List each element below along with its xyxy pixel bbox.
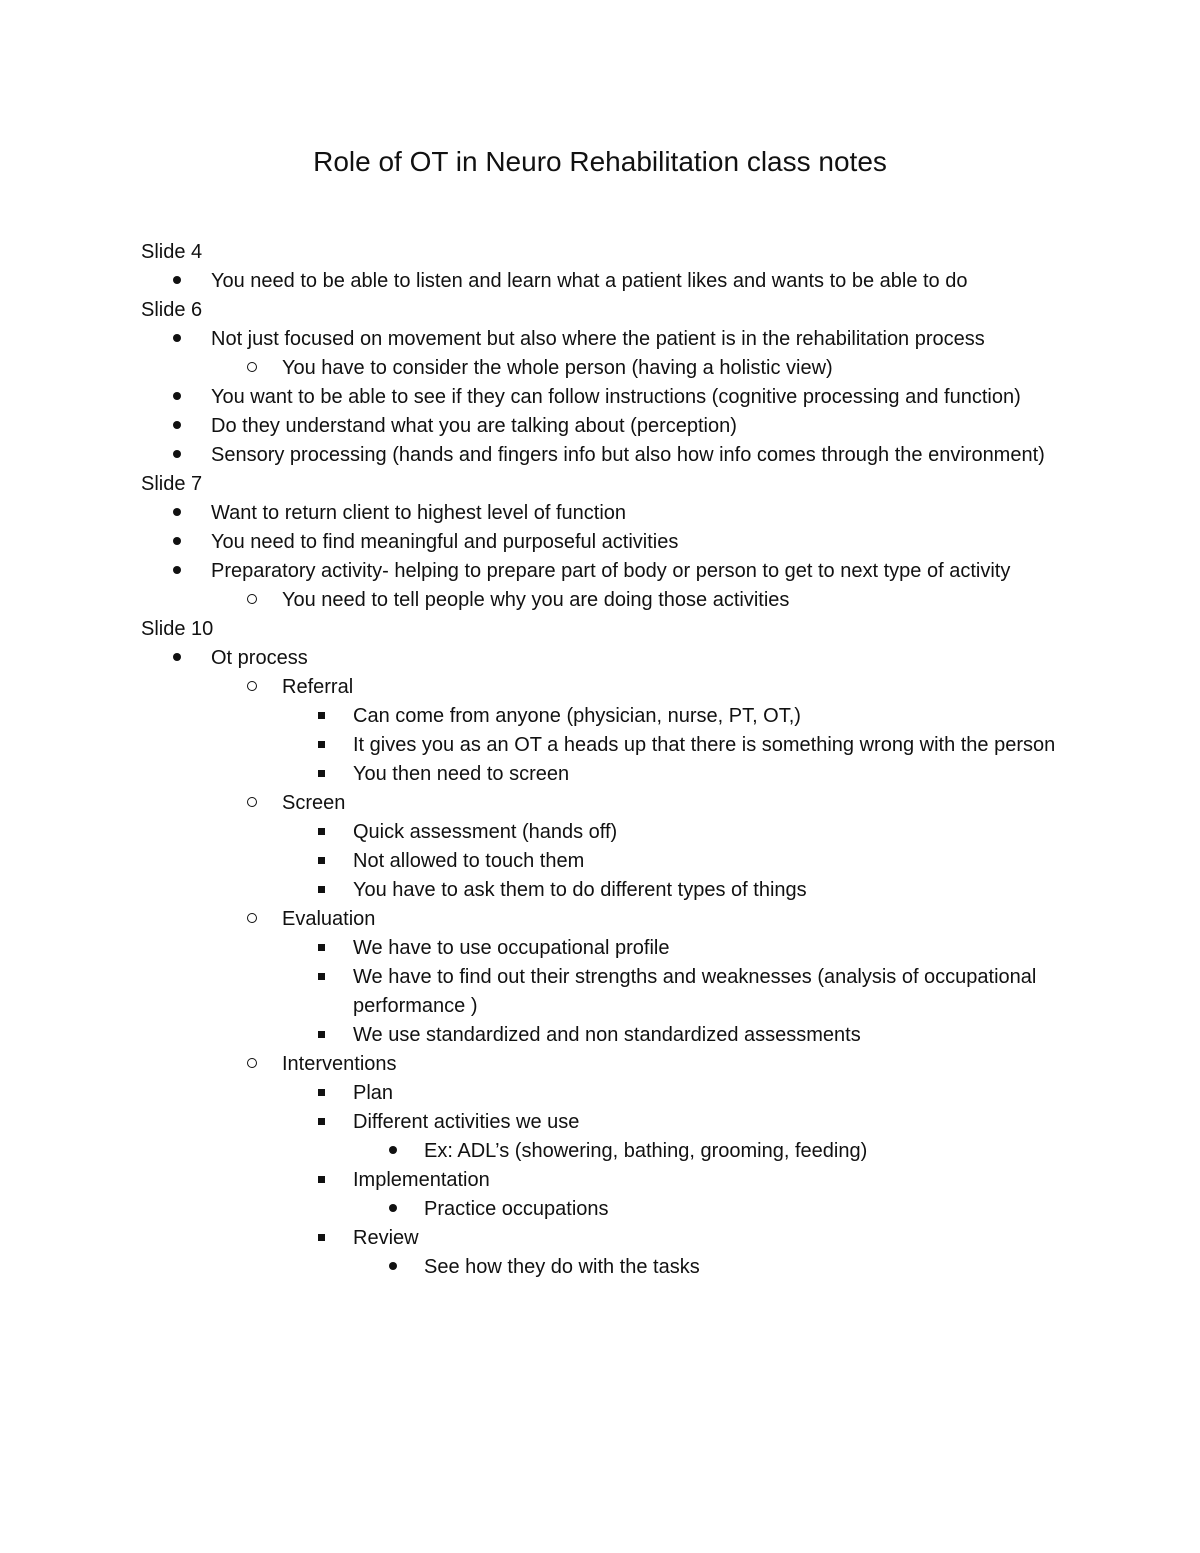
list-item [141,557,1101,586]
notes-body [141,238,1101,1282]
list-item [141,673,1101,702]
section-heading: Slide 4 [141,241,203,263]
list-item-text: Want to return client to highest level of function [211,502,627,524]
list-item [141,441,1101,470]
list-item-text: Sensory processing (hands and fingers info but also how info comes through the environment) [211,444,1045,466]
list-item [141,499,1101,528]
bullet-dot-icon [173,557,181,586]
list-item-text: Review [353,1227,419,1249]
list-item-text: You have to ask them to do different types of things [353,879,807,901]
list-item [141,1195,1101,1224]
bullet-square-icon [318,876,325,905]
list-item [141,412,1101,441]
section-slide-7 [141,470,1101,615]
bullet-circle-icon [247,673,257,702]
list-item [141,644,1101,673]
list-item-text: We have to use occupational profile [353,937,670,959]
list-item-text: You have to consider the whole person (having a holistic view) [282,357,833,379]
list-item-text: You need to be able to listen and learn what a patient likes and wants to be able to do [211,270,968,292]
list-item-text: We use standardized and non standardized assessments [353,1024,861,1046]
list-item [141,528,1101,557]
list-item [141,760,1101,789]
list-item-text: We have to find out their strengths and weaknesses (analysis of occupational performance ) [353,966,1037,1017]
bullet-dot-icon [173,441,181,470]
list-item [141,586,1101,615]
list-item-text: Ex: ADL’s (showering, bathing, grooming, feeding) [424,1140,868,1162]
document-title: Role of OT in Neuro Rehabilitation class notes [313,146,887,177]
list-item-text: Not allowed to touch them [353,850,585,872]
list-item-text: See how they do with the tasks [424,1256,700,1278]
list-item-text: Preparatory activity- helping to prepare part of body or person to get to next type of activity [211,560,1011,582]
list-item [141,354,1101,383]
bullet-square-icon [318,818,325,847]
bullet-dot-icon [389,1195,397,1224]
list-item-text: Different activities we use [353,1111,580,1133]
bullet-square-icon [318,934,325,963]
list-item-text: Practice occupations [424,1198,609,1220]
list-item-text: Quick assessment (hands off) [353,821,618,843]
list-item [141,1253,1101,1282]
bullet-square-icon [318,847,325,876]
section-slide-10 [141,615,1101,1282]
bullet-square-icon [318,760,325,789]
list-item [141,1050,1101,1079]
list-item-text: Ot process [211,647,308,669]
bullet-dot-icon [173,383,181,412]
bullet-dot-icon [173,644,181,673]
list-item [141,876,1101,905]
bullet-square-icon [318,1079,325,1108]
bullet-dot-icon [173,267,181,296]
list-item-text: Referral [282,676,354,698]
list-item [141,789,1101,818]
list-item-text: Evaluation [282,908,376,930]
list-item-text: Plan [353,1082,394,1104]
bullet-square-icon [318,731,325,760]
bullet-square-icon [318,963,325,992]
bullet-circle-icon [247,586,257,615]
list-item [141,847,1101,876]
bullet-square-icon [318,702,325,731]
bullet-circle-icon [247,905,257,934]
bullet-square-icon [318,1166,325,1195]
list-item [141,818,1101,847]
list-item [141,1079,1101,1108]
list-item-text: You need to tell people why you are doing those activities [282,589,790,611]
list-item [141,905,1101,934]
list-item [141,267,1101,296]
bullet-dot-icon [173,325,181,354]
list-item-text: Can come from anyone (physician, nurse, PT, OT,) [353,705,801,727]
list-item [141,383,1101,412]
section-heading: Slide 6 [141,299,203,321]
bullet-dot-icon [173,499,181,528]
bullet-square-icon [318,1021,325,1050]
section-slide-6 [141,296,1101,470]
list-item [141,963,1101,1021]
list-item-text: You need to find meaningful and purposeful activities [211,531,679,553]
bullet-circle-icon [247,354,257,383]
list-item [141,1108,1101,1137]
section-heading: Slide 7 [141,473,203,495]
list-item [141,731,1101,760]
list-item [141,325,1101,354]
list-item-text: Do they understand what you are talking about (perception) [211,415,737,437]
bullet-circle-icon [247,789,257,818]
bullet-dot-icon [389,1137,397,1166]
bullet-dot-icon [173,412,181,441]
list-item-text: Interventions [282,1053,397,1075]
list-item-text: Not just focused on movement but also where the patient is in the rehabilitation process [211,328,985,350]
list-item [141,702,1101,731]
bullet-circle-icon [247,1050,257,1079]
bullet-square-icon [318,1224,325,1253]
list-item-text: Screen [282,792,346,814]
list-item [141,1166,1101,1195]
bullet-square-icon [318,1108,325,1137]
list-item-text: You want to be able to see if they can follow instructions (cognitive processing and function) [211,386,1021,408]
list-item-text: Implementation [353,1169,490,1191]
bullet-dot-icon [173,528,181,557]
section-slide-4 [141,238,1101,296]
list-item [141,1137,1101,1166]
list-item-text: It gives you as an OT a heads up that there is something wrong with the person [353,734,1056,756]
bullet-dot-icon [389,1253,397,1282]
list-item-text: You then need to screen [353,763,570,785]
list-item [141,1021,1101,1050]
list-item [141,1224,1101,1253]
section-heading: Slide 10 [141,618,214,640]
list-item [141,934,1101,963]
